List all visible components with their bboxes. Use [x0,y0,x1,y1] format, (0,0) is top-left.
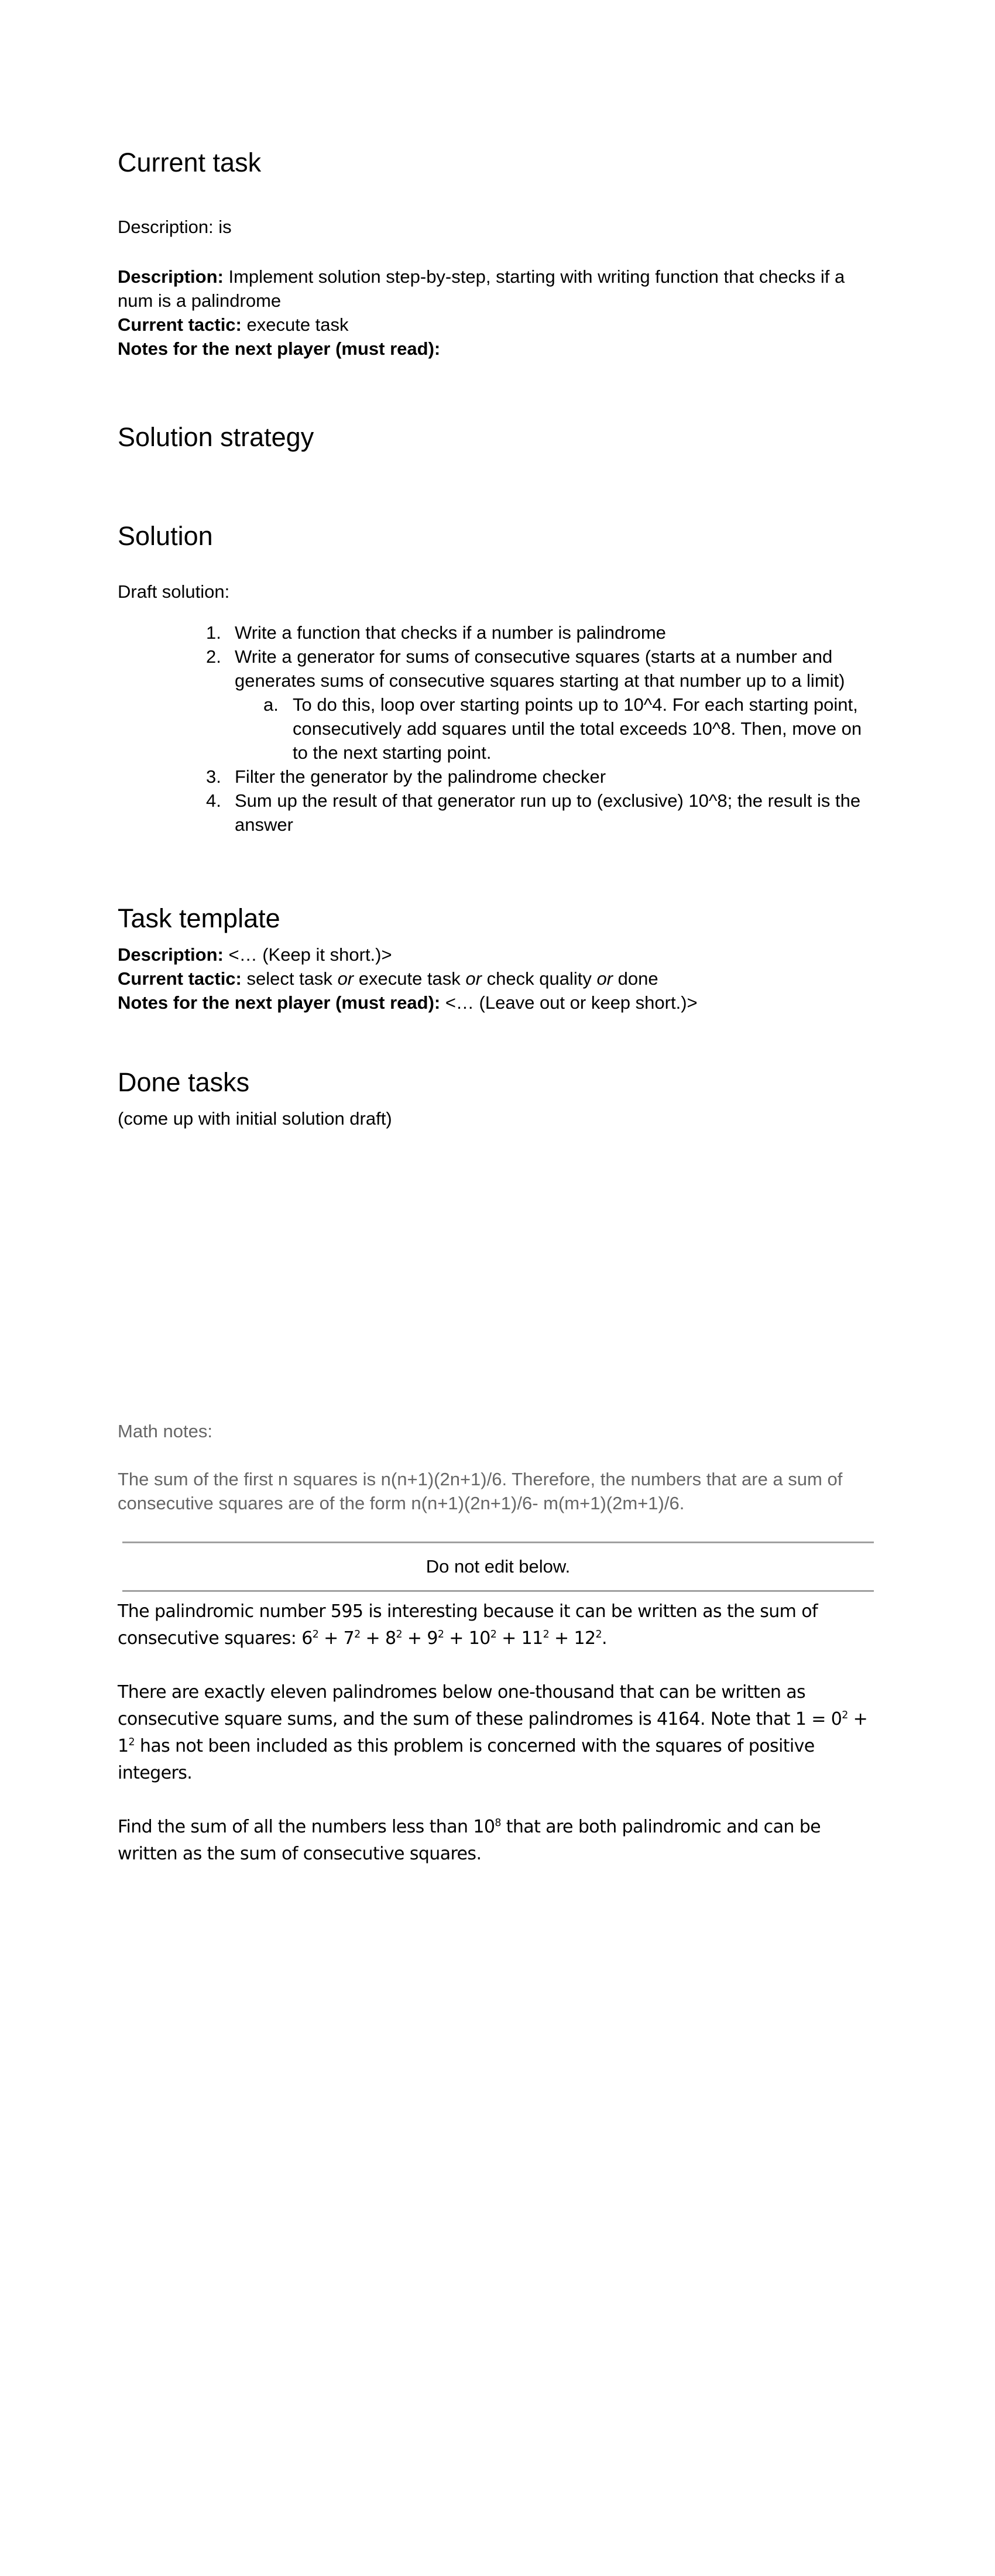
tactic-option: execute task [354,968,466,989]
exponent: 2 [396,1629,402,1640]
done-task-item[interactable]: (come up with initial solution draft) [118,1108,392,1129]
square-base: 12 [574,1628,596,1649]
solution-strategy-heading: Solution strategy [118,422,314,452]
do-not-edit-note: Do not edit below. [426,1556,571,1577]
template-tactic-label: Current tactic: [118,968,242,989]
notes-label: Notes for the next player (must read): [118,338,441,359]
template-notes[interactable] [118,991,879,1015]
description-label: Description: [118,266,224,287]
template-description-value: <… (Keep it short.)> [223,944,392,965]
solution-heading: Solution [118,521,213,551]
square-base: 7 [343,1628,355,1649]
tactic-option: check quality [482,968,597,989]
problem-p1-text: The palindromic number 595 is interesting because it can be written as the sum of consecutive squares: [118,1601,818,1649]
exponent: 2 [595,1629,602,1640]
operator: + [496,1628,521,1649]
draft-solution-steps [118,621,879,837]
square-base: 9 [427,1628,438,1649]
problem-paragraph-1 [118,1598,879,1652]
problem-p2-text: There are exactly eleven palindromes below one-thousand that can be written as consecutive square sums, and the sum of these palindromes is 4164. Note that 1 = 0 [118,1682,842,1729]
template-notes-label: Notes for the next player (must read): [118,992,441,1013]
operator: + [444,1628,469,1649]
square-base: 10 [468,1628,490,1649]
step-text: Write a function that checks if a number is palindrome [235,622,666,643]
done-tasks-heading: Done tasks [118,1067,250,1097]
operator: . [601,1628,607,1649]
exponent: 2 [312,1629,319,1640]
template-description-label: Description: [118,944,224,965]
current-task-heading: Current task [118,148,262,177]
problem-p3-text: Find the sum of all the numbers less than 10 [118,1817,495,1837]
step-marker: 4. [206,790,221,811]
exponent: 8 [495,1817,501,1829]
tactic-or: or [337,968,354,989]
solution-substeps [235,693,879,765]
substep-text: To do this, loop over starting points up to 10^4. For each starting point, consecutively add squares until the total exceeds 10^8. Then, move on to the next starting point. [293,694,862,763]
square-base: 11 [521,1628,543,1649]
problem-paragraph-2 [118,1679,879,1787]
problem-p2-text: + 1 [118,1709,868,1756]
template-description[interactable] [118,943,879,967]
solution-step[interactable] [118,765,879,789]
exponent: 2 [437,1629,444,1640]
math-notes-text[interactable]: The sum of the first n squares is n(n+1)(2n+1)/6. Therefore, the numbers that are a sum of consecutive squares are of the form n(n+1)(2n+1)/6- m(m+1)(2m+1)/6. [118,1469,843,1513]
step-text: Write a generator for sums of consecutive squares (starts at a number and generates sums of consecutive squares starting at that number up to a limit) [235,646,845,691]
current-task-tactic[interactable] [118,313,879,337]
current-task-description-plain[interactable]: Description: is [118,217,232,237]
operator: + [318,1628,344,1649]
exponent: 2 [842,1710,848,1721]
step-text: Filter the generator by the palindrome checker [235,766,606,787]
problem-p2-text: has not been included as this problem is concerned with the squares of positive integers. [118,1736,815,1783]
current-task-description[interactable] [118,265,879,313]
step-text: Sum up the result of that generator run up to (exclusive) 10^8; the result is the answer [235,790,861,835]
problem-p3-text: that are both palindromic and can be written as the sum of consecutive squares. [118,1817,821,1864]
solution-substep[interactable] [235,693,879,765]
problem-paragraph-3 [118,1814,879,1868]
current-task-notes[interactable] [118,337,879,361]
template-notes-value: <… (Leave out or keep short.)> [440,992,698,1013]
solution-step[interactable] [118,621,879,645]
exponent: 2 [543,1629,550,1640]
square-base: 6 [301,1628,313,1649]
divider-rule-bottom [122,1590,874,1592]
exponent: 2 [128,1736,135,1748]
exponent: 2 [354,1629,361,1640]
step-marker: 2. [206,646,221,667]
exponent: 2 [490,1629,497,1640]
operator: + [360,1628,385,1649]
operator: + [549,1628,574,1649]
tactic-option: done [613,968,658,989]
solution-step[interactable] [118,645,879,765]
tactic-or: or [465,968,482,989]
divider-rule-top [122,1542,874,1543]
tactic-label: Current tactic: [118,314,242,335]
square-base: 8 [385,1628,396,1649]
tactic-value: execute task [241,314,349,335]
step-marker: 3. [206,766,221,787]
squares-expression [301,1628,607,1649]
task-template-heading: Task template [118,903,280,933]
description-value: Implement solution step-by-step, starting with writing function that checks if a num is a palindrome [118,266,845,311]
tactic-or: or [596,968,613,989]
draft-solution-label[interactable]: Draft solution: [118,581,230,602]
math-notes-label[interactable]: Math notes: [118,1421,212,1441]
solution-step[interactable] [118,789,879,837]
step-marker: 1. [206,622,221,643]
tactic-option: select task [241,968,338,989]
template-tactic[interactable] [118,967,879,991]
substep-marker: a. [263,694,279,715]
operator: + [402,1628,427,1649]
